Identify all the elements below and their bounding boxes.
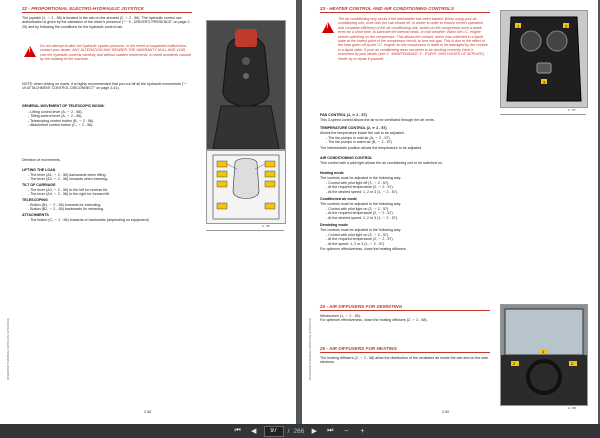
- telescoping-heading: TELESCOPING: [22, 198, 48, 202]
- section-title-demisting: 24 - AIR DIFFUSERS FOR DEMISTING: [320, 304, 490, 311]
- svg-text:2: 2: [565, 23, 568, 29]
- list-item: - The lever (A3, ☞ 2 - 56) to the left for reverse tilt.: [28, 188, 108, 192]
- telescoping-list: [22, 203, 192, 212]
- demisting-diffusers-text: Windscreen (1, ☞ 2 - 58). For optimum effectiveness, close the heating diffusers (2, ☞ 2 - 58).: [320, 314, 428, 323]
- list-item: - The lever (A4, ☞ 2 - 56) to the right for forward tilt.: [28, 192, 111, 197]
- list-item: - At the required temperature (2, ☞ 2 - 57).: [326, 211, 394, 216]
- section-title-joystick: 22 - PROPORTIONAL ELECTRO-HYDRAULIC JOYSTICK: [22, 6, 192, 13]
- list-item: - The button (C, ☞ 2 - 56) forwards or backwards (depending on equipment).: [28, 218, 150, 222]
- list-item: - Attachment control button (C, ☞ 2 - 56).: [28, 123, 94, 128]
- demisting-note: For optimum effectiveness, close the heating diffusers.: [320, 247, 407, 251]
- heater-control-photo: [500, 10, 588, 108]
- joystick-photo-drawing: [207, 21, 285, 149]
- list-item: - Control with pilot light on (3, ☞ 2 - 57).: [326, 207, 390, 211]
- list-item: - At the desired speed: 1, 2 or 3 (1, ☞ 2 - 57).: [326, 215, 398, 220]
- joystick-warning-text: Do not attempt to alter the hydraulic system pressure. In the event of suspected malfunction, contact your dealer. ANY ALTERATION MAY RENDER THE WARRANTY NULL AND VOID. Use the hydraulic controls carefully and without sudden movements, to avoid accidents caused by the shaking of the machine.: [40, 44, 191, 62]
- list-item: - Control with pilot light off (3, ☞ 2 - 57).: [326, 181, 390, 185]
- zoom-out-button[interactable]: −: [344, 427, 349, 435]
- svg-text:1: 1: [517, 23, 520, 29]
- list-item: - Control with pilot light on (3, ☞ 2 - 57).: [326, 233, 390, 237]
- attachments-heading: ATTACHMENTS: [22, 213, 49, 217]
- list-item: - Lifting control lever (A, ☞ 2 - 56).: [28, 110, 83, 114]
- first-page-icon[interactable]: ⏮: [234, 427, 241, 434]
- cab-interior-drawing: [501, 305, 587, 405]
- divider: [206, 230, 284, 231]
- heating-mode-list: [320, 181, 490, 194]
- list-item: - At the required temperature (2, ☞ 2 - 57).: [326, 237, 394, 242]
- temperature-control-text: Allows the temperature inside the cab to be adjusted.: [320, 131, 405, 135]
- heating-diffusers-text: The heating diffusers (2, ☞ 2 - 58) allow the distribution of the ventilated air inside the cab and on the side windows.: [320, 356, 488, 365]
- page-number: 2-60: [442, 410, 450, 414]
- list-item: - At the required temperature (2, ☞ 2 - 57).: [326, 185, 394, 190]
- list-item: - The fan pumps in cold air (A, ☞ 2 - 57).: [326, 136, 391, 140]
- joystick-diagram-drawing: [207, 151, 285, 223]
- svg-text:3: 3: [543, 79, 546, 85]
- joystick-diagram: [206, 150, 286, 224]
- section-title-heating: 25 - AIR DIFFUSERS FOR HEATING: [320, 346, 490, 353]
- side-margin-text: OPERATOR'S MANUAL 647052 EN (17/10/2014): [308, 318, 312, 380]
- tilt-list: [22, 188, 192, 197]
- section-title-heater: 23 - HEATER CONTROL AND AIR CONDITIONING CONTROLS: [320, 6, 490, 13]
- temperature-note: The intermediate position allows the temperature to be adjusted.: [320, 146, 423, 150]
- demisting-mode-heading: Demisting mode: [320, 223, 348, 227]
- conditioned-air-list: [320, 207, 490, 220]
- divider: [500, 114, 586, 115]
- list-item: - The lever (A1, ☞ 2 - 56) backwards when lifting.: [28, 173, 107, 177]
- warning-triangle-icon: [322, 22, 334, 33]
- conditioned-air-text: The controls must be adjusted in the following way:: [320, 202, 402, 206]
- figure-caption-2-58: 2 - 58: [568, 406, 576, 410]
- heater-warning-text: The air conditioning only works if the telehandler has been started. When using your air conditioning unit, work with the cab closed off. In winter in order to ensure correct operation and complete efficiency of the air conditioning unit, switch on the compressor once a week, even for a short time, to lubricate the internal seals. In cold weather: Warm the I.C. engine before switching on the compressor. This allows the coolant, which was collected in a liquid state at the lowest point of the compressor circuit, to turn into gas. This is due to the effect of the heat given off by the I.C. engine; so the compressor is liable to be damaged by the coolant in a liquid state. If your air conditioning does not seem to be working correctly, have it examined by your dealer (see 3 - MAINTENANCE: F - EVERY 1000 HOURS OF SERVICE). Never try to repair it yourself.: [338, 17, 488, 61]
- figure-caption-2-56: 2 - 56: [262, 224, 270, 228]
- fan-control-heading: FAN CONTROL (1, ☞ 2 - 57): [320, 113, 367, 117]
- lifting-list: [22, 173, 192, 182]
- list-item: - Tilting control lever (A, ☞ 2 - 56).: [28, 114, 83, 119]
- right-document-page: [302, 0, 598, 424]
- ac-control-text: This control with a pilot light allows the air conditioning unit to be switched on.: [320, 161, 444, 165]
- last-page-icon[interactable]: ⏭: [327, 427, 334, 434]
- temperature-list: [320, 136, 490, 145]
- warning-triangle-icon: [24, 46, 36, 57]
- demisting-mode-text: The controls must be adjusted in the following way:: [320, 228, 402, 232]
- general-movement-heading: GENERAL MOVEMENT OF TELESCOPIC BOOM:: [22, 104, 105, 108]
- list-item: - At the speed: 1, 2 or 3 (1, ☞ 2 - 57).: [326, 241, 386, 246]
- list-item: - Button (B1, ☞ 2 - 56) forwards for extending.: [28, 203, 102, 207]
- page-separator: /: [287, 427, 290, 435]
- list-item: - The fan pumps in warm air (B, ☞ 2 - 57).: [326, 140, 393, 145]
- direction-text: Direction of movements.: [22, 158, 61, 162]
- heating-mode-text: The controls must be adjusted in the following way:: [320, 176, 402, 180]
- demisting-mode-list: [320, 233, 490, 246]
- general-movement-list: [22, 110, 192, 128]
- list-item: - Telescoping control button (B, ☞ 2 - 56).: [28, 118, 95, 123]
- page-number: 2-58: [144, 410, 152, 414]
- svg-text:2: 2: [571, 361, 574, 366]
- zoom-in-button[interactable]: +: [360, 427, 365, 435]
- cab-interior-photo: [500, 304, 588, 406]
- left-document-page: [0, 0, 296, 424]
- joystick-note-text: NOTE: when driving on roads, it is highly recommended that you cut off all the hydraulic movements ("☞ 19 ATTACHMENT CONTROL DISCONNECT" on page 2-51).: [22, 82, 188, 91]
- fan-control-text: This 3-speed control allows the air to be ventilated through the air vents.: [320, 118, 435, 122]
- list-item: - At the desired speed: 1, 2 or 3 (1, ☞ 2 - 57).: [326, 189, 398, 194]
- tilt-heading: TILT OF CARRIAGE: [22, 183, 56, 187]
- attachments-list: [22, 218, 192, 222]
- list-item: - Button (B2, ☞ 2 - 56) backwards for retracting.: [28, 207, 105, 212]
- joystick-photo: [206, 20, 286, 150]
- total-pages: 266: [293, 427, 305, 435]
- pdf-viewer-toolbar: [0, 424, 600, 438]
- list-item: - The lever (A2, ☞ 2 - 56) forwards when lowering.: [28, 177, 109, 182]
- ac-control-heading: AIR CONDITIONING CONTROL: [320, 156, 373, 160]
- conditioned-air-heading: Conditioned air mode: [320, 197, 357, 201]
- side-margin-text: OPERATOR'S MANUAL 647052 EN (17/10/2014): [6, 318, 10, 380]
- heating-mode-heading: Heating mode: [320, 171, 344, 175]
- lifting-heading: LIFTING THE LOAD: [22, 168, 56, 172]
- page-number-input[interactable]: [264, 426, 284, 437]
- next-page-icon[interactable]: ▶: [311, 428, 318, 435]
- temperature-control-heading: TEMPERATURE CONTROL (2, ☞ 2 - 57): [320, 126, 387, 130]
- heater-control-drawing: [501, 11, 587, 107]
- joystick-intro-text: The joystick (1, ☞ 2 - 56) is located in the cab on the armrest (2, ☞ 2 - 56). The hydraulic control use authorisation is given by the validation of the driver's presence ("☞ 9 - DRIVER'S PRESENCE" on page 2-20) and by following the conditions for the hydraulic control use.: [22, 16, 191, 29]
- svg-text:2: 2: [513, 361, 516, 366]
- svg-text:1: 1: [542, 349, 545, 354]
- figure-caption-2-57: 2 - 57: [568, 108, 576, 112]
- previous-page-icon[interactable]: ◀: [250, 428, 257, 435]
